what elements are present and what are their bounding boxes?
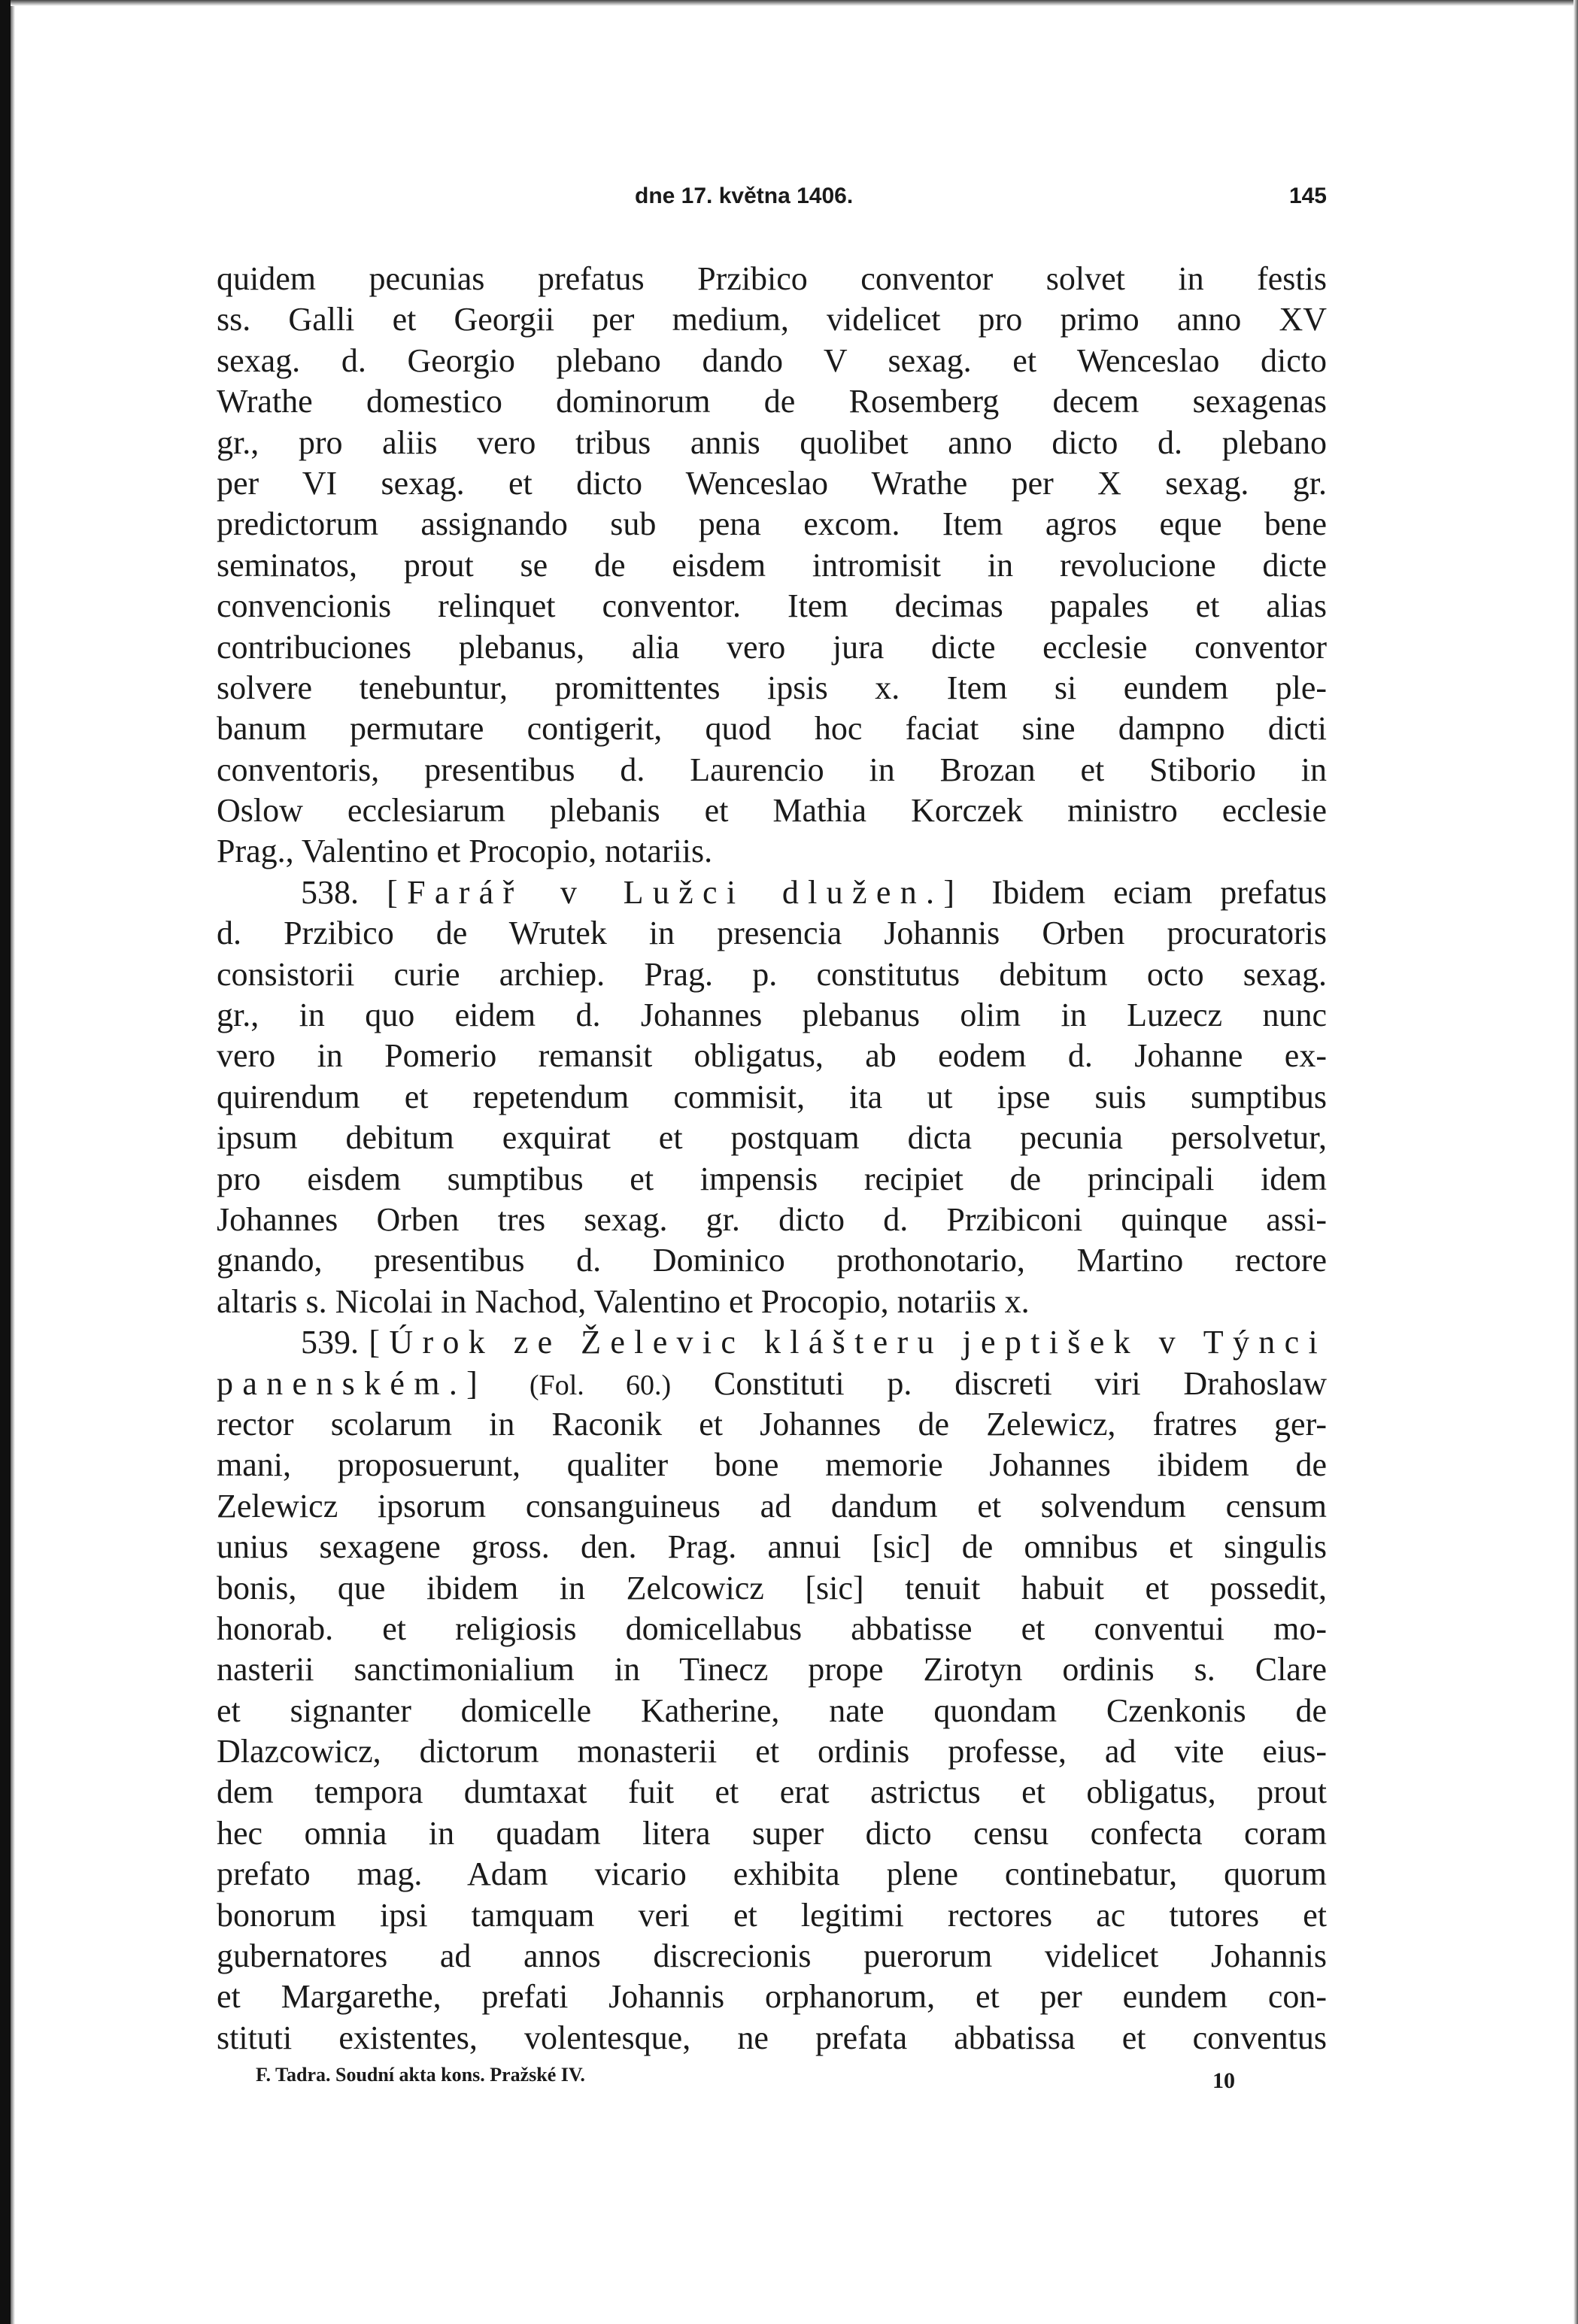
text-line: gr., pro aliis vero tribus annis quolibet anno dicto d. plebano [217, 423, 1327, 461]
text-line: et signanter domicelle Katherine, nate quondam Czenkonis de [217, 1691, 1327, 1729]
text-line: mani, proposuerunt, qualiter bone memorie Johannes ibidem de [217, 1446, 1327, 1484]
scan-binding-shadow [11, 0, 15, 2324]
signature-mark: 10 [1212, 2068, 1235, 2093]
entry-text: Constituti p. discreti viri Drahoslaw [714, 1364, 1327, 1402]
text-line: bonorum ipsi tamquam veri et legitimi rectores ac tutores et [217, 1896, 1327, 1934]
text-line: Oslow ecclesiarum plebanis et Mathia Korczek ministro ecclesie [217, 792, 1327, 830]
page-footer [256, 2064, 1234, 2094]
text-line: conventoris, presentibus d. Laurencio in Brozan et Stiborio in [217, 751, 1327, 788]
text-line: predictorum assignando sub pena excom. Item agros eque bene [217, 505, 1327, 543]
text-line: Johannes Orben tres sexag. gr. dicto d. Przibiconi quinque assi- [217, 1200, 1327, 1238]
folio-reference: (Fol. 60.) [529, 1369, 672, 1401]
text-line: bonis, que ibidem in Zelcowicz [sic] tenuit habuit et possedit, [217, 1569, 1327, 1606]
text-line: d. Przibico de Wrutek in presencia Johannis Orben procuratoris [217, 915, 1327, 952]
scan-top-edge [11, 0, 1578, 6]
text-line: per VI sexag. et dicto Wenceslao Wrathe per X sexag. gr. [217, 464, 1327, 502]
text-line: gnando, presentibus d. Dominico prothonotario, Martino rectore [217, 1242, 1327, 1279]
text-line: gubernatores ad annos discrecionis puerorum videlicet Johannis [217, 1937, 1327, 1975]
text-line: quirendum et repetendum commisit, ita ut ipse suis sumptibus [217, 1078, 1327, 1115]
text-line: et Margarethe, prefati Johannis orphanorum, et per eundem con- [217, 1978, 1327, 2016]
text-line: solvere tenebuntur, promittentes ipsis x. Item si eundem ple- [217, 669, 1327, 706]
text-line: honorab. et religiosis domicellabus abbatisse et conventui mo- [217, 1610, 1327, 1647]
entry-heading-continued: panenském.] [217, 1364, 487, 1402]
running-head-title: dne 17. května 1406. [635, 184, 854, 208]
text-line: ipsum debitum exquirat et postquam dicta pecunia persolvetur, [217, 1119, 1327, 1157]
text-line: gr., in quo eidem d. Johannes plebanus olim in Luzecz nunc [217, 997, 1327, 1034]
entry-heading: [Úrok ze Želevic klášteru jeptišek v Týnci [369, 1324, 1327, 1361]
text-line: quidem pecunias prefatus Przibico conventor solvet in festis [217, 260, 1327, 297]
text-line: unius sexagene gross. den. Prag. annui [sic] de omnibus et singulis [217, 1528, 1327, 1566]
footer-reference: F. Tadra. Soudní akta kons. Pražské IV. [256, 2064, 585, 2086]
text-line: seminatos, prout se de eisdem intromisit in revolucione dicte [217, 546, 1327, 584]
text-line: prefato mag. Adam vicario exhibita plene continebatur, quorum [217, 1855, 1327, 1893]
text-line: stituti existentes, volentesque, ne prefata abbatissa et conventus [217, 2019, 1327, 2056]
entry-539-second-line [217, 1364, 1327, 1404]
scan-binding-edge [0, 0, 11, 2324]
entry-heading: [Farář v Lužci dlužen.] [387, 873, 964, 911]
text-line: dem tempora dumtaxat fuit et erat astrictus et obligatus, prout [217, 1773, 1327, 1811]
scan-right-edge [1573, 0, 1578, 2324]
text-line: nasterii sanctimonialium in Tinecz prope Zirotyn ordinis s. Clare [217, 1651, 1327, 1688]
text-line: banum permutare contigerit, quod hoc faciat sine dampno dicti [217, 710, 1327, 748]
page-number: 145 [1288, 184, 1327, 208]
entry-number: 538. [301, 873, 359, 911]
entry-538-first-line [217, 872, 1327, 913]
running-head [220, 184, 1327, 214]
text-line: sexag. d. Georgio plebano dando V sexag. et Wenceslao dicto [217, 341, 1327, 379]
text-line: Zelewicz ipsorum consanguineus ad dandum et solvendum censum [217, 1487, 1327, 1525]
entry-539-first-line [217, 1322, 1327, 1363]
text-line: Prag., Valentino et Procopio, notariis. [217, 833, 713, 870]
text-line: convencionis relinquet conventor. Item decimas papales et alias [217, 587, 1327, 625]
text-line: Wrathe domestico dominorum de Rosemberg decem sexagenas [217, 383, 1327, 420]
text-line: pro eisdem sumptibus et impensis recipiet de principali idem [217, 1160, 1327, 1197]
text-line: contribuciones plebanus, alia vero jura dicte ecclesie conventor [217, 628, 1327, 666]
entry-number: 539. [301, 1324, 359, 1361]
text-line: ss. Galli et Georgii per medium, videlicet pro primo anno XV [217, 301, 1327, 338]
text-line: hec omnia in quadam litera super dicto censu confecta coram [217, 1814, 1327, 1852]
text-line: consistorii curie archiep. Prag. p. constitutus debitum octo sexag. [217, 955, 1327, 993]
text-line: rector scolarum in Raconik et Johannes de Zelewicz, fratres ger- [217, 1405, 1327, 1443]
main-text [217, 259, 1327, 2059]
text-line: vero in Pomerio remansit obligatus, ab eodem d. Johanne ex- [217, 1037, 1327, 1075]
text-line: altaris s. Nicolai in Nachod, Valentino et Procopio, notariis x. [217, 1282, 1030, 1320]
entry-text: Ibidem eciam prefatus [991, 873, 1327, 911]
text-line: Dlazcowicz, dictorum monasterii et ordinis professe, ad vite eius- [217, 1733, 1327, 1770]
